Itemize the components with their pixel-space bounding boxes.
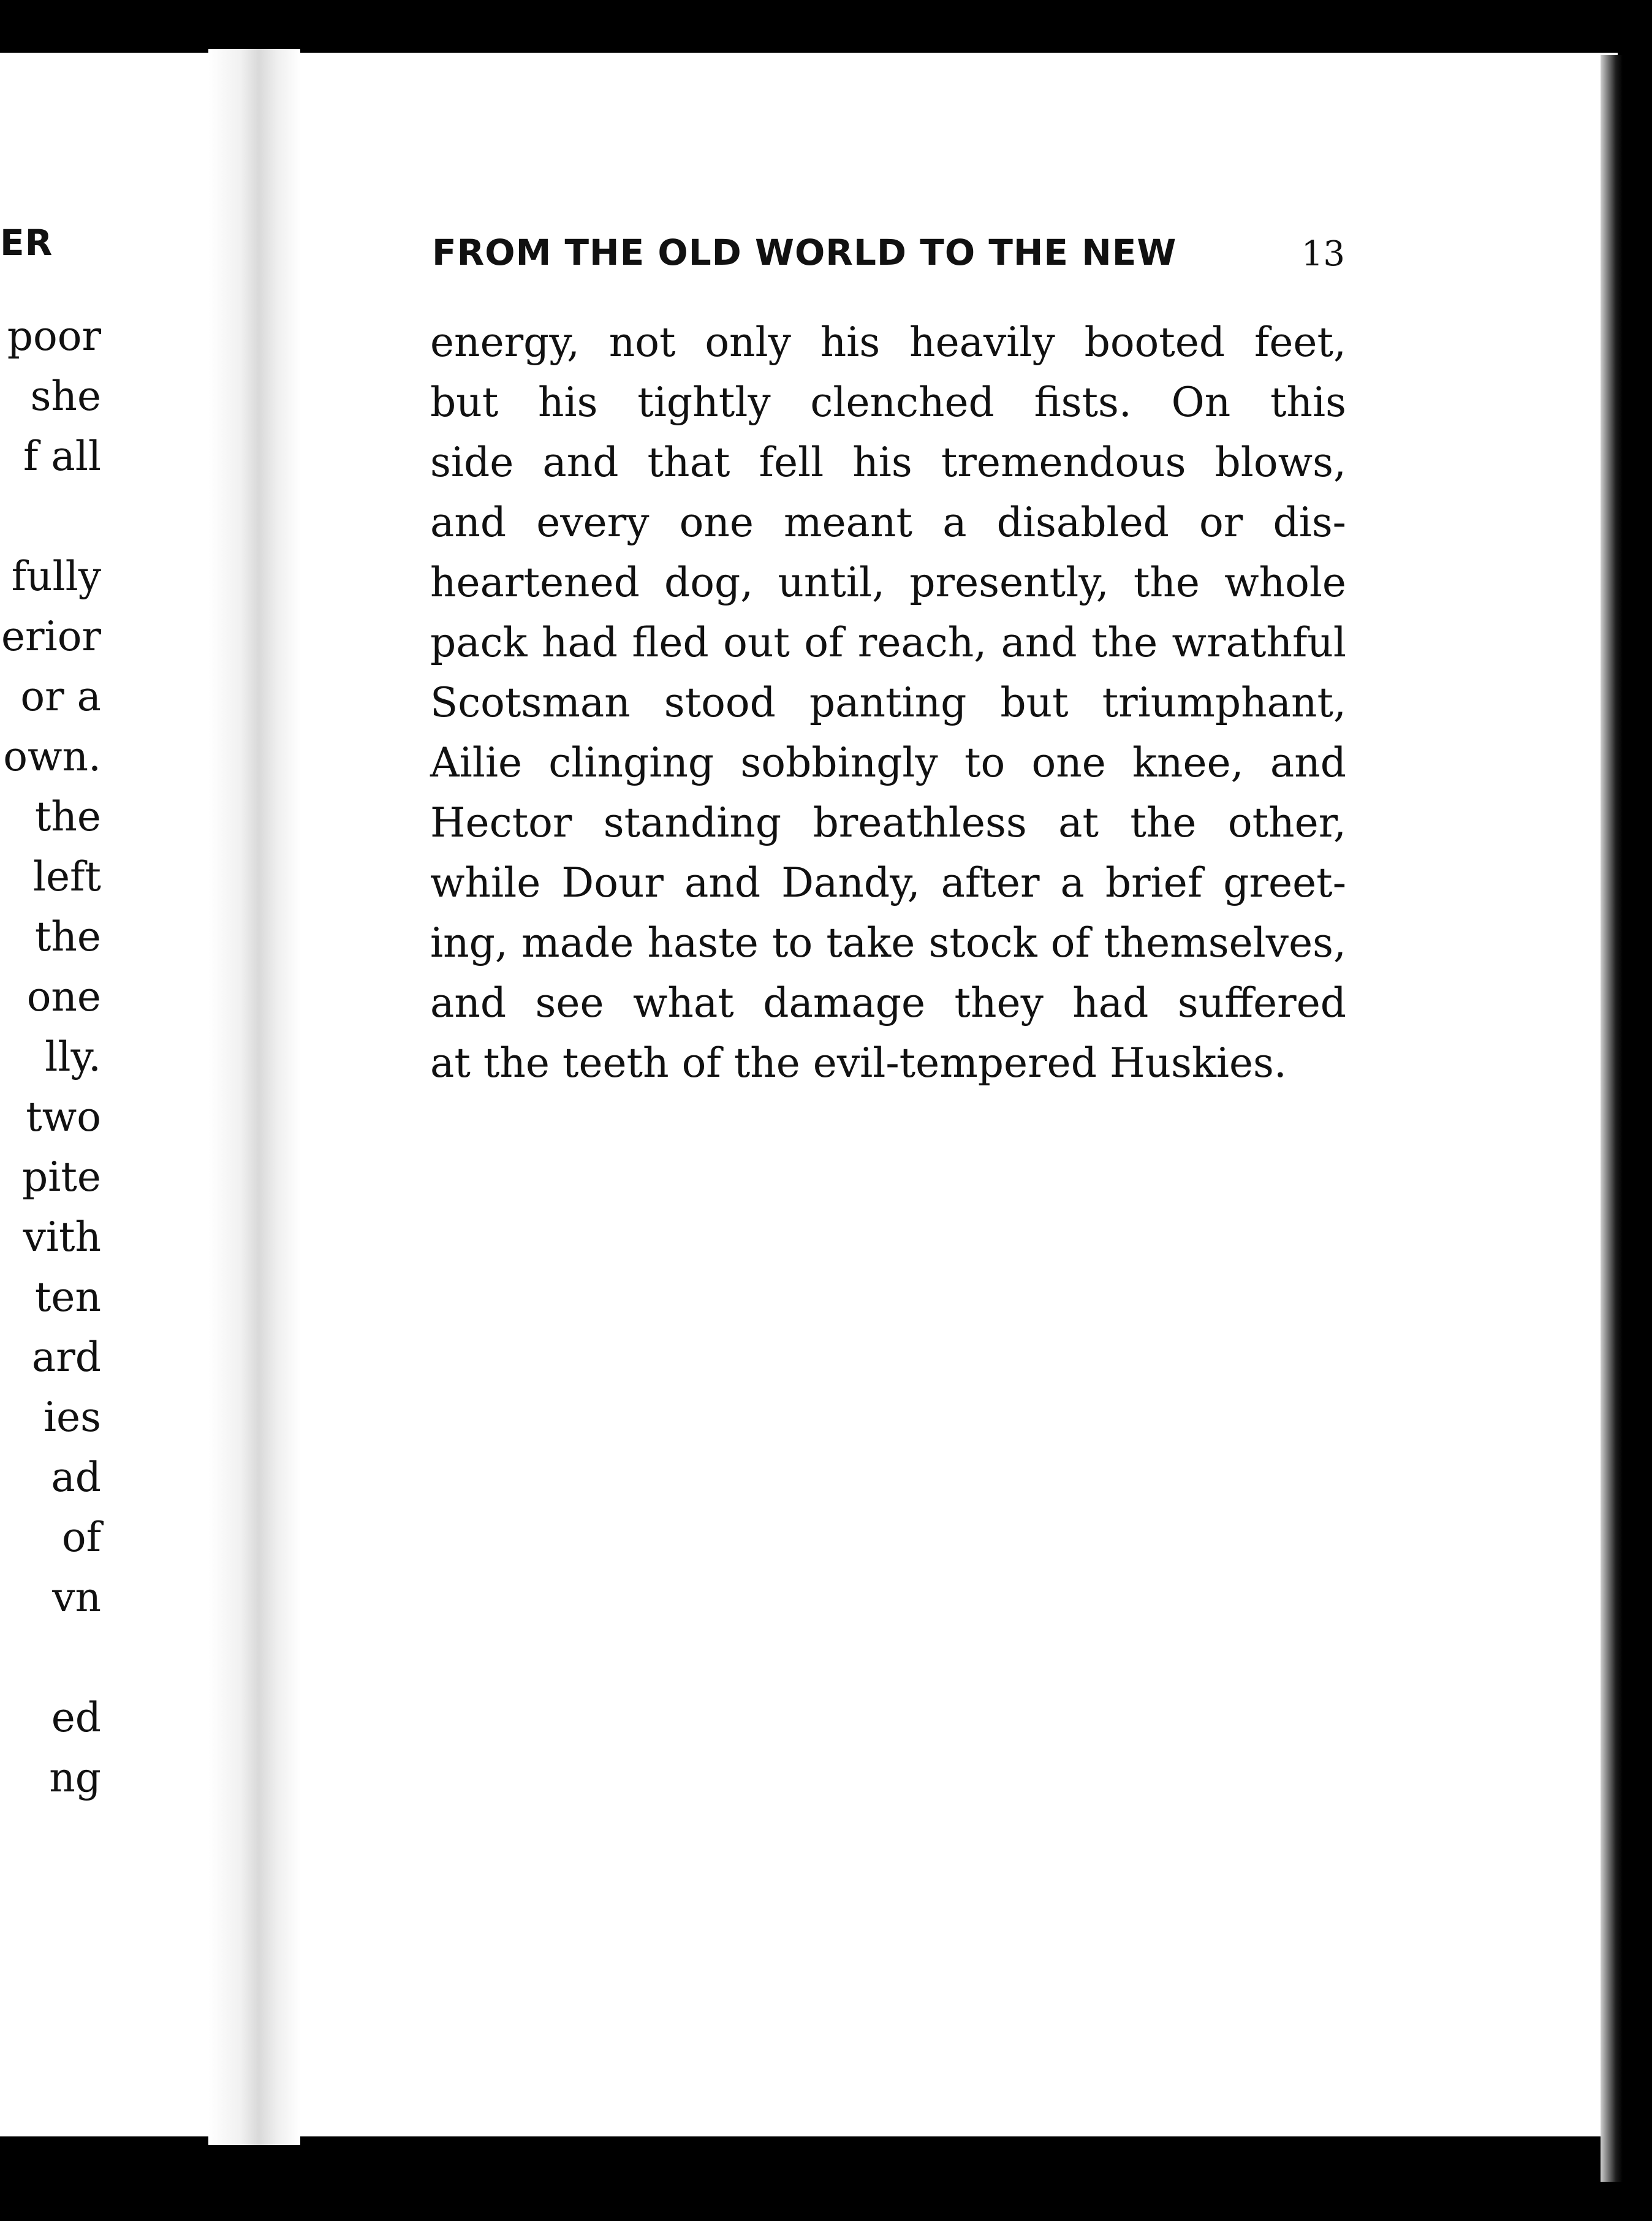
- facing-page-line: left: [32, 853, 101, 900]
- body-line-last: at the teeth of the evil-tempered Huskies.: [430, 1039, 1287, 1087]
- facing-page-line: one: [26, 973, 101, 1020]
- facing-page-line: ten: [34, 1274, 101, 1321]
- body-line: heartened dog, until, presently, the whole: [430, 559, 1346, 606]
- facing-page-line: two: [26, 1093, 101, 1141]
- body-line: pack had fled out of reach, and the wrathful: [430, 619, 1346, 666]
- facing-page-line: she: [30, 373, 101, 420]
- facing-page-line: f all: [23, 433, 101, 480]
- body-line: while Dour and Dandy, after a brief greet-: [430, 859, 1346, 906]
- facing-page-line: ard: [31, 1334, 101, 1381]
- facing-page-line: [0, 487, 101, 547]
- facing-page-line: poor: [7, 313, 101, 360]
- facing-page-line: or a: [20, 673, 101, 720]
- facing-page-text: [0, 306, 101, 1808]
- body-line: Scotsman stood panting but triumphant,: [430, 679, 1346, 726]
- body-paragraph: [430, 313, 1346, 1093]
- running-head: [432, 232, 1345, 281]
- body-line: energy, not only his heavily booted feet,: [430, 319, 1346, 366]
- facing-page-line: vn: [52, 1574, 101, 1621]
- book-gutter: [208, 49, 300, 2145]
- body-line: but his tightly clenched fists. On this: [430, 379, 1346, 426]
- facing-page-line: ad: [51, 1454, 101, 1501]
- facing-page-line: pite: [22, 1153, 101, 1201]
- page-edge-shadow: [1601, 55, 1623, 2182]
- body-line: and see what damage they had suffered: [430, 979, 1346, 1027]
- body-line: and every one meant a disabled or dis-: [430, 499, 1346, 546]
- facing-page-line: fully: [11, 553, 101, 600]
- facing-page-line: erior: [1, 613, 101, 660]
- facing-page-line: ed: [51, 1694, 101, 1741]
- facing-page-line: [0, 1628, 101, 1688]
- facing-page-line: ies: [43, 1394, 101, 1441]
- facing-page-running-head: ER: [0, 222, 53, 264]
- facing-page-line: the: [34, 793, 101, 840]
- page-number: 13: [1301, 234, 1345, 274]
- body-line: side and that fell his tremendous blows,: [430, 439, 1346, 486]
- facing-page-line: of: [61, 1514, 101, 1561]
- facing-page-line: the: [34, 913, 101, 960]
- facing-page-line: ng: [49, 1754, 101, 1801]
- body-line: ing, made haste to take stock of themselves,: [430, 919, 1346, 966]
- body-line: Hector standing breathless at the other,: [430, 799, 1346, 846]
- facing-page-line: lly.: [45, 1033, 101, 1080]
- facing-page-line: own.: [3, 733, 101, 780]
- body-line: Ailie clinging sobbingly to one knee, and: [430, 739, 1346, 786]
- facing-page-line: vith: [23, 1213, 101, 1261]
- running-head-title: FROM THE OLD WORLD TO THE NEW: [432, 232, 1177, 273]
